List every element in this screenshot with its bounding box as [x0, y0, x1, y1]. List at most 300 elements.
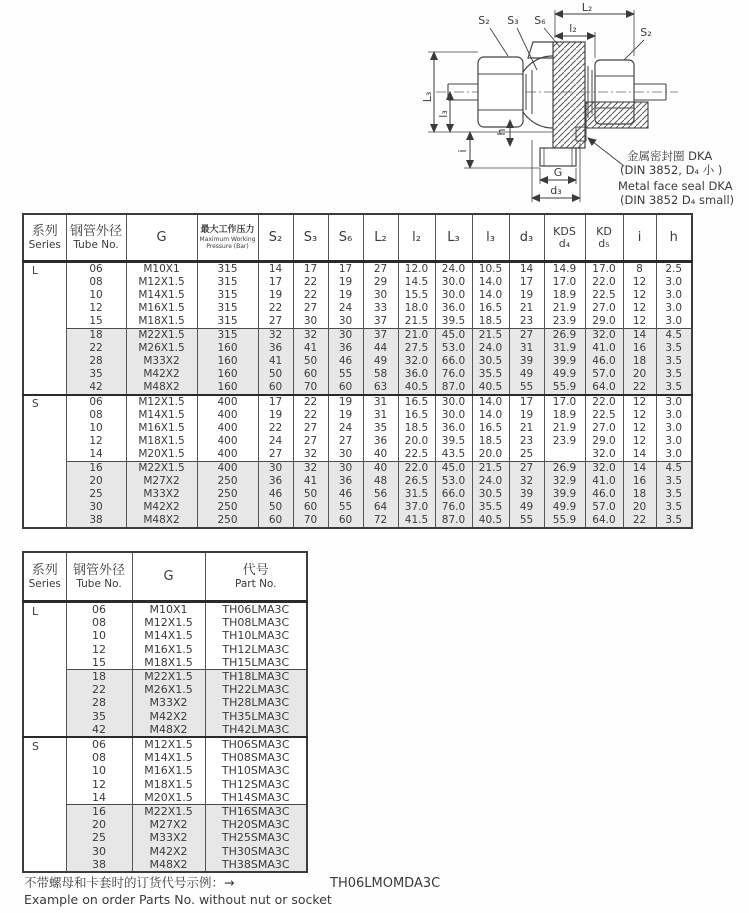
cell: M27X2 — [132, 818, 205, 831]
table-row — [23, 302, 692, 315]
cell: 32.0 — [585, 448, 623, 462]
cell: M26X1.5 — [132, 683, 205, 696]
cell: 12 — [623, 435, 656, 448]
cell: 12 — [623, 409, 656, 422]
cell: 18.9 — [544, 409, 585, 422]
dimensions-table-header — [23, 214, 692, 262]
cell: 21.9 — [544, 422, 585, 435]
cell: 46 — [258, 488, 293, 501]
cell: 08 — [66, 751, 132, 764]
cell: 17.0 — [544, 276, 585, 289]
cell: 31 — [363, 409, 398, 422]
cell: 12 — [66, 302, 126, 315]
cell: 4.5 — [656, 329, 692, 343]
table-row — [23, 656, 307, 670]
column-header — [544, 214, 585, 262]
cell: TH12SMA3C — [205, 778, 307, 791]
cell: M12X1.5 — [126, 395, 197, 409]
cell: 21.9 — [544, 302, 585, 315]
cell: 57.0 — [585, 501, 623, 514]
cell: 3.0 — [656, 276, 692, 289]
cell: 17 — [509, 276, 544, 289]
cell: 15 — [66, 656, 132, 670]
table-row — [23, 462, 692, 476]
cell: TH38SMA3C — [205, 858, 307, 872]
cell: 39.9 — [544, 355, 585, 368]
cell: M12X1.5 — [132, 616, 205, 629]
header-row — [23, 552, 307, 602]
cell: 400 — [197, 395, 258, 409]
cell: 26.5 — [398, 475, 435, 488]
table-row — [23, 475, 692, 488]
cell: 08 — [66, 276, 126, 289]
cell: TH06SMA3C — [205, 737, 307, 751]
cell: 30 — [328, 462, 363, 476]
cell: 31.9 — [544, 342, 585, 355]
cell: 06 — [66, 602, 132, 617]
cell: 3.5 — [656, 475, 692, 488]
cell: 17.0 — [585, 262, 623, 277]
table-row — [23, 670, 307, 684]
dim-label-l3: l₃ — [437, 110, 450, 118]
cell: 28 — [66, 696, 132, 709]
cell: 60 — [258, 381, 293, 395]
cell: M33X2 — [132, 831, 205, 844]
cell: 30.0 — [435, 395, 472, 409]
cell: M48X2 — [126, 514, 197, 528]
cell: 22 — [66, 342, 126, 355]
table-row — [23, 448, 692, 462]
cell: 20 — [66, 818, 132, 831]
cell: 49 — [363, 355, 398, 368]
cell: 41 — [258, 355, 293, 368]
column-header — [132, 552, 205, 602]
cell: 42 — [66, 723, 132, 737]
cell: 14 — [66, 791, 132, 805]
series-label: L — [23, 602, 66, 738]
column-header-line: Series — [28, 578, 61, 590]
cell: 16.5 — [398, 395, 435, 409]
cell: 38 — [66, 858, 132, 872]
cell: 22 — [293, 409, 328, 422]
cell: TH08SMA3C — [205, 751, 307, 764]
cell: 16 — [66, 805, 132, 819]
cell: 14.0 — [472, 395, 509, 409]
column-header-line: Maximum Working — [199, 236, 256, 243]
cell: 49 — [509, 501, 544, 514]
cell: M18X1.5 — [132, 778, 205, 791]
cell: 27 — [328, 435, 363, 448]
cell: 39 — [509, 355, 544, 368]
series-label: S — [23, 395, 66, 528]
cell: M42X2 — [126, 368, 197, 381]
cell: 27 — [363, 262, 398, 277]
cell: 30 — [66, 845, 132, 858]
cell: 19 — [258, 409, 293, 422]
cell: 3.5 — [656, 501, 692, 514]
cell: TH10SMA3C — [205, 764, 307, 777]
dimensions-table-body — [23, 262, 692, 529]
cell: 36.0 — [398, 368, 435, 381]
cell: 315 — [197, 289, 258, 302]
cell: M16X1.5 — [126, 302, 197, 315]
cell: 30.0 — [435, 409, 472, 422]
cell: 30.5 — [472, 355, 509, 368]
cell: 10 — [66, 764, 132, 777]
cell: 14 — [66, 448, 126, 462]
cell: TH20SMA3C — [205, 818, 307, 831]
cell: 3.0 — [656, 395, 692, 409]
cell: 12.0 — [398, 262, 435, 277]
dim-label-L3: L₃ — [421, 91, 434, 103]
cell: 57.0 — [585, 368, 623, 381]
cell: 30 — [258, 462, 293, 476]
cell: 50 — [258, 368, 293, 381]
cell: 20 — [66, 475, 126, 488]
cell: 30.0 — [435, 276, 472, 289]
column-header-line: KDS — [553, 224, 576, 238]
cell: 19 — [328, 276, 363, 289]
column-header — [205, 552, 307, 602]
cell: M18X1.5 — [132, 656, 205, 670]
cell: 45.0 — [435, 329, 472, 343]
column-header — [435, 214, 472, 262]
table-row — [23, 831, 307, 844]
cell: M22X1.5 — [126, 462, 197, 476]
cell: 12 — [66, 643, 132, 656]
cell: 76.0 — [435, 368, 472, 381]
table-row — [23, 381, 692, 395]
table-row — [23, 276, 692, 289]
cell: M48X2 — [132, 858, 205, 872]
cell: 10.5 — [472, 262, 509, 277]
cell: 46 — [328, 355, 363, 368]
cell: M42X2 — [132, 710, 205, 723]
cell: TH10LMA3C — [205, 629, 307, 642]
cell: 12 — [623, 422, 656, 435]
cell: 3.5 — [656, 355, 692, 368]
column-header-line: 代号 — [242, 563, 269, 578]
cell: 10 — [66, 422, 126, 435]
cell: 315 — [197, 315, 258, 329]
cell: 22 — [623, 514, 656, 528]
cell: 30 — [328, 329, 363, 343]
cell: 60 — [328, 381, 363, 395]
cell: 15.5 — [398, 289, 435, 302]
column-header — [258, 214, 293, 262]
cell: 56 — [363, 488, 398, 501]
cell: 3.5 — [656, 381, 692, 395]
dimensions-table — [22, 213, 693, 529]
cell: 66.0 — [435, 355, 472, 368]
cell: 32 — [509, 475, 544, 488]
cell: 4.5 — [656, 462, 692, 476]
cell: 19 — [328, 289, 363, 302]
cell: 8 — [623, 262, 656, 277]
cell: 49 — [509, 368, 544, 381]
cell: 33 — [363, 302, 398, 315]
column-header — [585, 214, 623, 262]
table-row — [23, 629, 307, 642]
cell: 22 — [623, 381, 656, 395]
cell: 21.5 — [472, 329, 509, 343]
cell: 160 — [197, 381, 258, 395]
cell: TH06LMA3C — [205, 602, 307, 617]
cell: 22.5 — [398, 448, 435, 462]
cell: 30.0 — [435, 289, 472, 302]
cell: 30 — [293, 315, 328, 329]
column-header-line: i — [637, 230, 642, 245]
cell: 46.0 — [585, 355, 623, 368]
cell: 55 — [328, 368, 363, 381]
cell: 29.0 — [585, 435, 623, 448]
cell: 22.0 — [398, 462, 435, 476]
column-header — [126, 214, 197, 262]
cell: 3.0 — [656, 315, 692, 329]
cell: TH15LMA3C — [205, 656, 307, 670]
cell: 27 — [509, 329, 544, 343]
cell: 50 — [293, 355, 328, 368]
seal-note-zh2: (DIN 3852, D₄ 小 ) — [620, 163, 723, 177]
cell: 60 — [293, 501, 328, 514]
cell: M27X2 — [126, 475, 197, 488]
cell: 400 — [197, 409, 258, 422]
cell: 16 — [623, 342, 656, 355]
cell: 49.9 — [544, 368, 585, 381]
cell: 18.5 — [472, 315, 509, 329]
cell: 22.5 — [585, 409, 623, 422]
seal-section — [576, 127, 586, 141]
cell: 25 — [509, 448, 544, 462]
cell: 87.0 — [435, 514, 472, 528]
table-row — [23, 723, 307, 737]
cell: 3.0 — [656, 435, 692, 448]
cell: M16X1.5 — [126, 422, 197, 435]
table-row — [23, 737, 307, 751]
cell: 41 — [293, 342, 328, 355]
column-header — [656, 214, 692, 262]
cell: 14.0 — [472, 276, 509, 289]
cell: 43.5 — [435, 448, 472, 462]
table-row — [23, 289, 692, 302]
cell: 28 — [66, 355, 126, 368]
table-row — [23, 818, 307, 831]
cell: TH08LMA3C — [205, 616, 307, 629]
cell: 30 — [363, 289, 398, 302]
cell: 30 — [328, 448, 363, 462]
table-row — [23, 435, 692, 448]
cell: 44 — [363, 342, 398, 355]
column-header-line: S₆ — [338, 230, 353, 245]
cell: 14.5 — [398, 276, 435, 289]
cell: 21 — [509, 422, 544, 435]
cell: 55 — [509, 514, 544, 528]
cell: 18.9 — [544, 289, 585, 302]
table-row — [23, 329, 692, 343]
ring-section — [586, 102, 648, 128]
cell: M16X1.5 — [132, 643, 205, 656]
cell: 2.5 — [656, 262, 692, 277]
cell: 26.9 — [544, 462, 585, 476]
cell: 250 — [197, 488, 258, 501]
column-header — [363, 214, 398, 262]
cell: 35 — [66, 710, 132, 723]
table-row — [23, 488, 692, 501]
column-header-line: Pressure (Bar) — [206, 243, 249, 250]
table-row — [23, 710, 307, 723]
cell: 36 — [328, 342, 363, 355]
cell: M33X2 — [132, 696, 205, 709]
cell: 32.0 — [585, 329, 623, 343]
cell: 400 — [197, 462, 258, 476]
cell: 17 — [328, 262, 363, 277]
cell: 26.9 — [544, 329, 585, 343]
series-label: S — [23, 737, 66, 872]
cell: 49.9 — [544, 501, 585, 514]
order-example-part-no: TH06LMOMDA3C — [330, 876, 441, 891]
cell: 16.5 — [472, 422, 509, 435]
cell: 58 — [363, 368, 398, 381]
cell: 27 — [258, 315, 293, 329]
seal-note-zh1: 金属密封圈 DKA — [627, 149, 713, 163]
stud — [540, 148, 576, 166]
cell — [544, 448, 585, 462]
dim-label-s3: S₃ — [507, 14, 519, 27]
cell: TH28LMA3C — [205, 696, 307, 709]
order-example-zh: 不带螺母和卡套时的订货代号示例：→ — [24, 875, 235, 890]
cell: 20.0 — [472, 448, 509, 462]
table-row — [23, 355, 692, 368]
seal-note-en1: Metal face seal DKA — [618, 179, 733, 193]
column-header-line: KD — [596, 224, 612, 238]
cell: 41.5 — [398, 514, 435, 528]
cell: 19 — [509, 289, 544, 302]
cell: M14X1.5 — [126, 289, 197, 302]
cell: 64.0 — [585, 514, 623, 528]
left-nut — [478, 57, 523, 127]
cell: M12X1.5 — [126, 276, 197, 289]
cell: 15 — [66, 315, 126, 329]
cell: 55.9 — [544, 514, 585, 528]
cell: 3.0 — [656, 289, 692, 302]
cell: 18 — [623, 355, 656, 368]
column-header-line: d₃ — [519, 230, 534, 245]
cell: 32 — [293, 329, 328, 343]
cell: TH35LMA3C — [205, 710, 307, 723]
cell: 72 — [363, 514, 398, 528]
cell: 250 — [197, 514, 258, 528]
cell: M48X2 — [126, 381, 197, 395]
part-number-table-body — [23, 602, 307, 873]
cell: 17 — [258, 276, 293, 289]
column-header-line: 系列 — [31, 224, 58, 239]
column-header-line: 钢管外径 — [72, 563, 125, 578]
table-row — [23, 368, 692, 381]
cell: M18X1.5 — [126, 315, 197, 329]
cell: 40 — [363, 448, 398, 462]
cell: 315 — [197, 302, 258, 315]
column-header-line: Series — [28, 239, 61, 251]
cell: 3.5 — [656, 488, 692, 501]
cell: 30.5 — [472, 488, 509, 501]
cell: 27 — [258, 448, 293, 462]
cell: 23 — [509, 315, 544, 329]
series-label: L — [23, 262, 66, 396]
column-header-line: 钢管外径 — [69, 224, 122, 239]
cell: 66.0 — [435, 488, 472, 501]
cell: 18 — [66, 670, 132, 684]
cell: 18 — [623, 488, 656, 501]
column-header-line: 系列 — [31, 563, 58, 578]
dim-label-s6: S₆ — [534, 14, 546, 27]
cell: 23.9 — [544, 435, 585, 448]
cell: 06 — [66, 395, 126, 409]
column-header — [623, 214, 656, 262]
column-header — [509, 214, 544, 262]
cell: 32 — [293, 462, 328, 476]
cell: 315 — [197, 262, 258, 277]
cell: 40 — [363, 462, 398, 476]
table-row — [23, 764, 307, 777]
cell: 37.0 — [398, 501, 435, 514]
cell: 25 — [66, 831, 132, 844]
cell: 16.5 — [398, 409, 435, 422]
cell: 46 — [328, 488, 363, 501]
cell: 41.0 — [585, 475, 623, 488]
cell: 22 — [258, 302, 293, 315]
table-row — [23, 501, 692, 514]
cell: 24 — [328, 302, 363, 315]
cell: 14.0 — [472, 289, 509, 302]
table-row — [23, 422, 692, 435]
column-header — [293, 214, 328, 262]
cell: 40.5 — [472, 381, 509, 395]
cell: 39.5 — [435, 435, 472, 448]
cell: 41.0 — [585, 342, 623, 355]
dim-label-s2-left: S₂ — [478, 14, 490, 27]
cell: M48X2 — [132, 723, 205, 737]
column-header-line: d₄ — [558, 236, 571, 250]
cell: 87.0 — [435, 381, 472, 395]
table-row — [23, 778, 307, 791]
leader-s2-left — [490, 28, 508, 56]
cell: 22 — [258, 422, 293, 435]
cell: 160 — [197, 355, 258, 368]
table-row — [23, 514, 692, 528]
cell: 3.5 — [656, 514, 692, 528]
cell: M12X1.5 — [132, 737, 205, 751]
cell: 24.0 — [472, 475, 509, 488]
part-number-table — [22, 551, 308, 873]
cell: TH16SMA3C — [205, 805, 307, 819]
cell: 36.0 — [435, 422, 472, 435]
column-header — [472, 214, 509, 262]
cell: 21 — [509, 302, 544, 315]
fitting-technical-drawing — [420, 0, 749, 212]
cell: 37 — [363, 329, 398, 343]
cell: 39.9 — [544, 488, 585, 501]
cell: 19 — [258, 289, 293, 302]
cell: 31 — [509, 342, 544, 355]
cell: 3.0 — [656, 409, 692, 422]
cell: 3.0 — [656, 302, 692, 315]
cell: 70 — [293, 381, 328, 395]
cell: 250 — [197, 501, 258, 514]
cell: 60 — [328, 514, 363, 528]
cell: 45.0 — [435, 462, 472, 476]
dim-label-L2: L₂ — [581, 1, 593, 14]
cell: 37 — [363, 315, 398, 329]
